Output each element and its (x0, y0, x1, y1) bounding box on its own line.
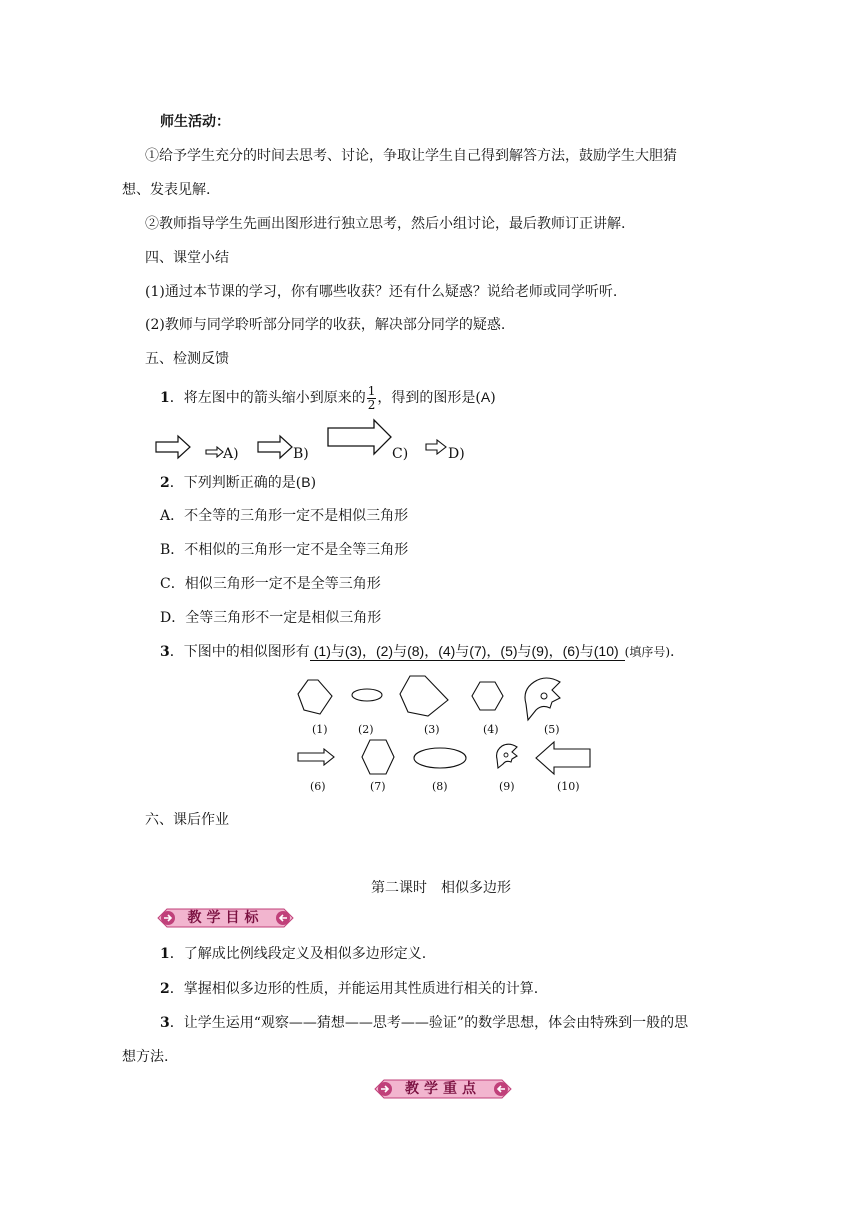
fraction-numerator: 1 (367, 383, 376, 398)
question-3-answer: (1)与(3)，(2)与(8)，(4)与(7)，(5)与(9)，(6)与(10) (310, 642, 625, 661)
question-2-text: ．下列判断正确的是( (169, 475, 302, 491)
question-2 (160, 472, 316, 493)
option-c-label: C) (392, 446, 409, 462)
shape-6-arrow-icon (298, 749, 334, 765)
question-1-arrows-figure (150, 418, 490, 468)
option-d-label: D) (448, 446, 465, 462)
shape-caption-5: (5) (544, 723, 560, 736)
choice-a: A．不全等的三角形一定不是相似三角形 (160, 508, 409, 524)
shape-9-fan-icon (497, 744, 517, 768)
question-1-answer: A (480, 389, 491, 405)
shape-caption-8: (8) (432, 780, 448, 793)
choice-c: C．相似三角形一定不是全等三角形 (160, 576, 381, 592)
shape-caption-3: (3) (424, 723, 440, 736)
summary-item-1: (1)通过本节课的学习，你有哪些收获？还有什么疑惑？说给老师或同学听听. (145, 284, 618, 300)
teaching-goals-label: 教学目标 (187, 910, 264, 926)
lesson-2-title: 第二课时 相似多边形 (371, 880, 511, 896)
activity-paragraph-1: ①给予学生充分的时间去思考、讨论，争取让学生自己得到解答方法，鼓励学生大胆猜 (145, 148, 677, 164)
shape-caption-2: (2) (358, 723, 374, 736)
activity-heading: 师生活动： (160, 114, 230, 130)
shape-caption-4: (4) (483, 723, 499, 736)
shape-1-polygon-icon (298, 680, 332, 714)
summary-item-2: (2)教师与同学聆听部分同学的收获，解决部分同学的疑惑. (145, 317, 506, 333)
shape-caption-10: (10) (557, 780, 580, 793)
question-1-close: ) (490, 390, 496, 406)
shape-9-dot-icon (504, 753, 508, 757)
option-b-arrow-icon (258, 436, 292, 458)
goal-1 (160, 944, 426, 964)
homework-heading: 六、课后作业 (145, 812, 229, 828)
question-1-number: 1 (160, 390, 170, 406)
shape-4-hexagon-icon (472, 682, 503, 710)
shape-5-dot-icon (541, 693, 547, 699)
summary-heading: 四、课堂小结 (145, 250, 229, 266)
question-3 (160, 642, 674, 662)
feedback-heading: 五、检测反馈 (145, 351, 229, 367)
activity-paragraph-2: ②教师指导学生先画出图形进行独立思考，然后小组讨论，最后教师订正讲解. (145, 216, 626, 232)
goal-1-text: ．了解成比例线段定义及相似多边形定义. (169, 946, 427, 962)
question-2-number: 2 (160, 475, 170, 491)
shape-2-ellipse-icon (352, 689, 382, 701)
goal-3 (160, 1013, 688, 1033)
goal-1-number: 1 (160, 946, 170, 962)
choice-d: D．全等三角形不一定是相似三角形 (160, 610, 382, 626)
question-3-text: ．下图中的相似图形有 (169, 644, 310, 660)
question-1-text-after: ，得到的图形是( (377, 390, 481, 406)
goal-2 (160, 979, 538, 999)
option-b-label: B) (293, 446, 309, 462)
activity-paragraph-1-cont: 想、发表见解. (122, 182, 211, 198)
shape-8-ellipse-icon (414, 748, 466, 768)
option-c-arrow-icon (328, 420, 391, 454)
goal-3-number: 3 (160, 1015, 170, 1031)
fraction-one-half (367, 385, 377, 412)
question-3-hint: (填序号) (624, 645, 671, 659)
shape-caption-6: (6) (310, 780, 326, 793)
choice-b: B．不相似的三角形一定不是全等三角形 (160, 542, 409, 558)
teaching-key-points-ribbon (374, 1079, 512, 1099)
question-2-close: ) (310, 475, 317, 491)
shape-10-arrow-icon (536, 742, 590, 774)
option-d-arrow-icon (426, 440, 446, 454)
shape-7-hexagon-icon (362, 740, 394, 774)
shape-caption-7: (7) (370, 780, 386, 793)
question-1-text: ．将左图中的箭头缩小到原来的 (169, 390, 366, 406)
question-1 (160, 382, 496, 413)
option-a-arrow-icon (206, 447, 223, 457)
question-2-answer: B (301, 474, 311, 490)
shape-caption-9: (9) (499, 780, 515, 793)
original-arrow-icon (156, 436, 190, 458)
question-3-number: 3 (160, 644, 170, 660)
fraction-denominator: 2 (367, 397, 376, 412)
teaching-key-points-label: 教学重点 (405, 1081, 481, 1097)
goal-2-number: 2 (160, 981, 170, 997)
shape-caption-1: (1) (312, 723, 328, 736)
goal-3-text: ．让学生运用“观察——猜想——思考——验证”的数学思想，体会由特殊到一般的思 (169, 1015, 689, 1031)
teaching-goals-ribbon (157, 908, 294, 928)
goal-2-text: ．掌握相似多边形的性质，并能运用其性质进行相关的计算. (169, 981, 539, 997)
goal-3-cont: 想方法. (122, 1049, 169, 1065)
question-3-period: . (670, 644, 675, 660)
option-a-label: A) (223, 446, 239, 462)
shape-3-polygon-icon (400, 676, 448, 716)
